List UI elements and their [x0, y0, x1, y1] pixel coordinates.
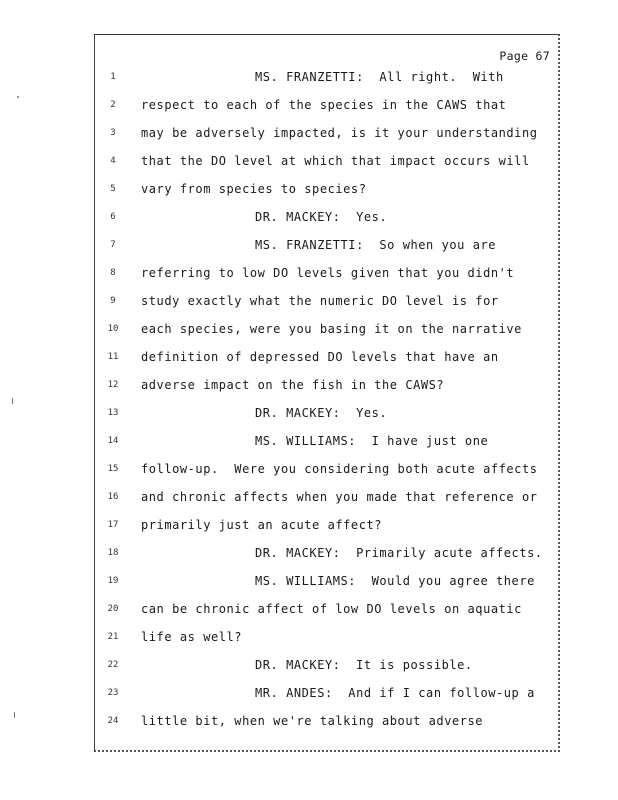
line-text: follow-up. Were you considering both acute affects	[141, 462, 538, 476]
line-text: each species, were you basing it on the narrative	[141, 322, 522, 336]
transcript-line	[95, 319, 558, 339]
line-number: 13	[107, 408, 119, 418]
transcript-line	[95, 571, 558, 591]
transcript-line	[95, 627, 558, 647]
line-text: life as well?	[141, 630, 243, 644]
line-text: respect to each of the species in the CAWS that	[141, 98, 507, 112]
transcript-line	[95, 179, 558, 199]
transcript-line	[95, 123, 558, 143]
line-number: 24	[107, 716, 119, 726]
line-number: 3	[110, 128, 116, 138]
line-text: MS. FRANZETTI: All right. With	[255, 70, 504, 84]
line-number: 14	[107, 436, 119, 446]
transcript-line	[95, 291, 558, 311]
line-text: that the DO level at which that impact occurs will	[141, 154, 530, 168]
line-number: 8	[110, 268, 116, 278]
line-number: 19	[107, 576, 119, 586]
page-number: Page 67	[499, 49, 550, 63]
line-text: study exactly what the numeric DO level is for	[141, 294, 499, 308]
line-text: MS. WILLIAMS: Would you agree there	[255, 574, 535, 588]
line-number: 4	[110, 156, 116, 166]
scan-speck	[12, 398, 13, 404]
transcript-line	[95, 151, 558, 171]
line-text: DR. MACKEY: Yes.	[255, 406, 388, 420]
transcript-line	[95, 207, 558, 227]
line-text: DR. MACKEY: Primarily acute affects.	[255, 546, 543, 560]
line-text: and chronic affects when you made that reference or	[141, 490, 538, 504]
line-number: 1	[110, 72, 116, 82]
line-number: 20	[107, 604, 119, 614]
transcript-line	[95, 711, 558, 731]
line-text: can be chronic affect of low DO levels on aquatic	[141, 602, 522, 616]
transcript-line	[95, 431, 558, 451]
line-number: 7	[110, 240, 116, 250]
transcript-page	[94, 34, 560, 752]
transcript-line	[95, 95, 558, 115]
line-number: 18	[107, 548, 119, 558]
line-text: vary from species to species?	[141, 182, 367, 196]
transcript-line	[95, 263, 558, 283]
line-number: 21	[107, 632, 119, 642]
line-text: MR. ANDES: And if I can follow-up a	[255, 686, 535, 700]
line-text: referring to low DO levels given that you didn't	[141, 266, 515, 280]
transcript-line	[95, 459, 558, 479]
line-number: 10	[107, 324, 119, 334]
transcript-line	[95, 543, 558, 563]
line-number: 6	[110, 212, 116, 222]
transcript-line	[95, 347, 558, 367]
line-text: little bit, when we're talking about adverse	[141, 714, 484, 728]
line-number: 16	[107, 492, 119, 502]
transcript-line	[95, 515, 558, 535]
line-number: 15	[107, 464, 119, 474]
line-number: 2	[110, 100, 116, 110]
line-number: 9	[110, 296, 116, 306]
line-text: adverse impact on the fish in the CAWS?	[141, 378, 445, 392]
scan-speck	[14, 712, 15, 718]
transcript-line	[95, 403, 558, 423]
transcript-line	[95, 375, 558, 395]
line-number: 17	[107, 520, 119, 530]
line-number: 11	[107, 352, 119, 362]
transcript-line	[95, 683, 558, 703]
line-text: MS. WILLIAMS: I have just one	[255, 434, 489, 448]
scan-speck	[17, 96, 19, 98]
transcript-line	[95, 235, 558, 255]
line-text: definition of depressed DO levels that have an	[141, 350, 499, 364]
line-number: 23	[107, 688, 119, 698]
line-text: primarily just an acute affect?	[141, 518, 383, 532]
line-number: 5	[110, 184, 116, 194]
line-text: DR. MACKEY: It is possible.	[255, 658, 473, 672]
transcript-line	[95, 487, 558, 507]
line-text: DR. MACKEY: Yes.	[255, 210, 388, 224]
transcript-line	[95, 599, 558, 619]
line-text: may be adversely impacted, is it your understanding	[141, 126, 538, 140]
line-number: 22	[107, 660, 119, 670]
transcript-line	[95, 655, 558, 675]
line-number: 12	[107, 380, 119, 390]
transcript-line	[95, 67, 558, 87]
line-text: MS. FRANZETTI: So when you are	[255, 238, 497, 252]
